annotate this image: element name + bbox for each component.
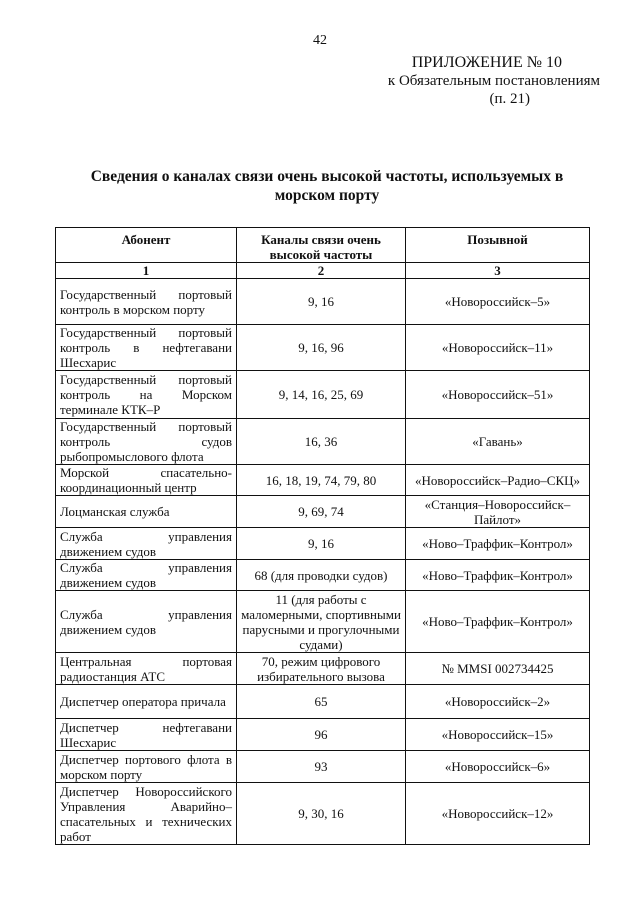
cell-channels: 68 (для проводки судов) <box>237 560 406 591</box>
cell-channels: 70, режим цифрового избирательного вызова <box>237 653 406 685</box>
cell-channels: 93 <box>237 751 406 783</box>
column-number: 1 <box>56 263 237 279</box>
cell-abonent: Диспетчер оператора причала <box>56 685 237 719</box>
cell-callsign: «Ново–Траффик–Контрол» <box>406 560 590 591</box>
cell-callsign: «Новороссийск–Радио–СКЦ» <box>406 465 590 496</box>
cell-abonent: Служба управления движением судов <box>56 591 237 653</box>
cell-callsign: «Новороссийск–12» <box>406 783 590 845</box>
table-row <box>56 591 590 653</box>
cell-abonent: Диспетчер нефтегавани Шесхарис <box>56 719 237 751</box>
cell-abonent: Служба управления движением судов <box>56 528 237 560</box>
cell-callsign: № MMSI 002734425 <box>406 653 590 685</box>
header-abonent: Абонент <box>56 228 237 263</box>
table-row <box>56 719 590 751</box>
cell-abonent: Диспетчер Новороссийского Управления Аварийно–спасательных и технических работ <box>56 783 237 845</box>
cell-callsign: «Новороссийск–51» <box>406 371 590 419</box>
column-number: 3 <box>406 263 590 279</box>
cell-callsign: «Новороссийск–5» <box>406 279 590 325</box>
cell-abonent: Центральная портовая радиостанция АТС <box>56 653 237 685</box>
appendix-title: ПРИЛОЖЕНИЕ № 10 <box>411 54 562 71</box>
cell-channels: 9, 16, 96 <box>237 325 406 371</box>
cell-channels: 9, 69, 74 <box>237 496 406 528</box>
cell-callsign: «Новороссийск–6» <box>406 751 590 783</box>
table-row <box>56 325 590 371</box>
table-column-numbers <box>56 263 590 279</box>
cell-callsign: «Гавань» <box>406 419 590 465</box>
cell-channels: 9, 14, 16, 25, 69 <box>237 371 406 419</box>
column-number: 2 <box>237 263 406 279</box>
table-row <box>56 371 590 419</box>
table-row <box>56 496 590 528</box>
cell-callsign: «Новороссийск–2» <box>406 685 590 719</box>
cell-abonent: Служба управления движением судов <box>56 560 237 591</box>
table-row <box>56 279 590 325</box>
header-channels: Каналы связи очень высокой частоты <box>237 228 406 263</box>
cell-channels: 11 (для работы с маломерными, спортивными парусными и прогулочными судами) <box>237 591 406 653</box>
table-row <box>56 465 590 496</box>
cell-callsign: «Ново–Траффик–Контрол» <box>406 528 590 560</box>
table-row <box>56 419 590 465</box>
page-number: 42 <box>313 33 327 48</box>
table-row <box>56 685 590 719</box>
header-callsign: Позывной <box>406 228 590 263</box>
cell-abonent: Лоцманская служба <box>56 496 237 528</box>
table-row <box>56 783 590 845</box>
cell-channels: 9, 16 <box>237 528 406 560</box>
cell-abonent: Диспетчер портового флота в морском порту <box>56 751 237 783</box>
appendix-reference: (п. 21) <box>489 91 530 107</box>
cell-channels: 9, 16 <box>237 279 406 325</box>
table-row <box>56 528 590 560</box>
appendix-block <box>300 54 600 108</box>
channels-table <box>55 227 590 845</box>
table-row <box>56 751 590 783</box>
table-row <box>56 653 590 685</box>
cell-abonent: Государственный портовый контроль судов рыбопромыслового флота <box>56 419 237 465</box>
table-header-row <box>56 228 590 263</box>
cell-abonent: Государственный портовый контроль на Морском терминале КТК–Р <box>56 371 237 419</box>
cell-callsign: «Станция–Новороссийск–Пайлот» <box>406 496 590 528</box>
cell-channels: 65 <box>237 685 406 719</box>
cell-channels: 16, 36 <box>237 419 406 465</box>
cell-channels: 16, 18, 19, 74, 79, 80 <box>237 465 406 496</box>
cell-callsign: «Новороссийск–15» <box>406 719 590 751</box>
table-row <box>56 560 590 591</box>
cell-callsign: «Ново–Траффик–Контрол» <box>406 591 590 653</box>
cell-callsign: «Новороссийск–11» <box>406 325 590 371</box>
cell-abonent: Государственный портовый контроль в нефтегавани Шесхарис <box>56 325 237 371</box>
cell-abonent: Государственный портовый контроль в морском порту <box>56 279 237 325</box>
cell-abonent: Морской спасательно-координационный центр <box>56 465 237 496</box>
appendix-subtitle: к Обязательным постановлениям <box>387 73 600 89</box>
document-title: Сведения о каналах связи очень высокой частоты, используемых в морском порту <box>90 168 564 204</box>
cell-channels: 96 <box>237 719 406 751</box>
cell-channels: 9, 30, 16 <box>237 783 406 845</box>
